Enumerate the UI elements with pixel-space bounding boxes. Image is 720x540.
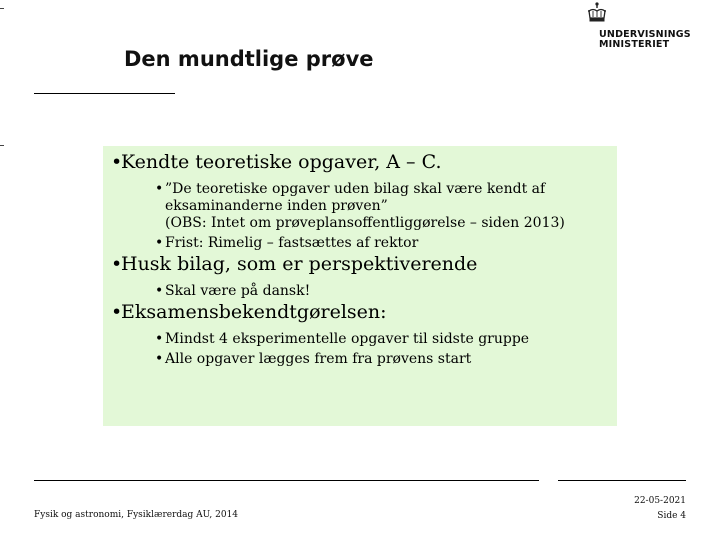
sub-bullet-item	[155, 331, 611, 348]
sub-bullet-list	[111, 283, 611, 300]
footer-date: 22-05-2021	[634, 496, 686, 506]
sub-bullet-dot: •	[155, 351, 164, 367]
sub-bullet-text	[165, 235, 418, 252]
sub-bullet-line: Frist: Rimelig – fastsættes af rektor	[165, 235, 419, 251]
footer-divider-right	[558, 480, 686, 481]
bullet-text: Kendte teoretiske opgaver, A – C.	[121, 151, 442, 173]
footer-course: Fysik og astronomi, Fysiklærerdag AU, 2014	[34, 510, 239, 520]
bullet-dot: •	[111, 151, 123, 173]
logo-line-2: MINISTERIET	[599, 39, 670, 50]
sub-bullet-item	[155, 351, 611, 368]
bullet-list	[111, 150, 611, 368]
bullet-text: Eksamensbekendtgørelsen:	[121, 301, 387, 323]
sub-bullet-item	[155, 181, 611, 232]
sub-bullet-dot: •	[155, 235, 164, 251]
sub-bullet-text	[165, 351, 471, 368]
sub-bullet-line: Skal være på dansk!	[165, 283, 311, 299]
bullet-dot: •	[111, 253, 123, 275]
sub-bullet-line: ”De teoretiske opgaver uden bilag skal være kendt af	[165, 181, 546, 197]
bullet-text: Husk bilag, som er perspektiverende	[121, 253, 478, 275]
sub-bullet-list	[111, 181, 611, 252]
edge-marker	[0, 145, 4, 146]
logo-line-1: UNDERVISNINGS	[599, 29, 691, 40]
bullet-item	[111, 252, 611, 276]
sub-bullet-text	[165, 181, 565, 232]
crown-icon	[586, 2, 608, 26]
ministry-logo	[586, 2, 706, 52]
sub-bullet-dot: •	[155, 283, 164, 299]
sub-bullet-line: Mindst 4 eksperimentelle opgaver til sidste gruppe	[165, 331, 530, 347]
edge-marker	[0, 8, 4, 9]
sub-bullet-dot: •	[155, 181, 164, 197]
sub-bullet-text	[165, 283, 310, 300]
sub-bullet-line: Alle opgaver lægges frem fra prøvens start	[165, 351, 472, 367]
bullet-dot: •	[111, 301, 123, 323]
content-panel	[103, 146, 617, 426]
sub-bullet-line: (OBS: Intet om prøveplansoffentliggørelse – siden 2013)	[165, 215, 565, 231]
logo-wordmark	[599, 30, 691, 50]
sub-bullet-list	[111, 331, 611, 368]
page-title: Den mundtlige prøve	[124, 47, 374, 71]
sub-bullet-item	[155, 283, 611, 300]
bullet-item	[111, 300, 611, 324]
sub-bullet-item	[155, 235, 611, 252]
footer-divider	[34, 480, 539, 481]
footer-page-number: Side 4	[657, 511, 686, 521]
sub-bullet-line: eksaminanderne inden prøven”	[165, 198, 388, 214]
sub-bullet-text	[165, 331, 529, 348]
sub-bullet-dot: •	[155, 331, 164, 347]
title-divider	[34, 93, 175, 94]
bullet-item	[111, 150, 611, 174]
